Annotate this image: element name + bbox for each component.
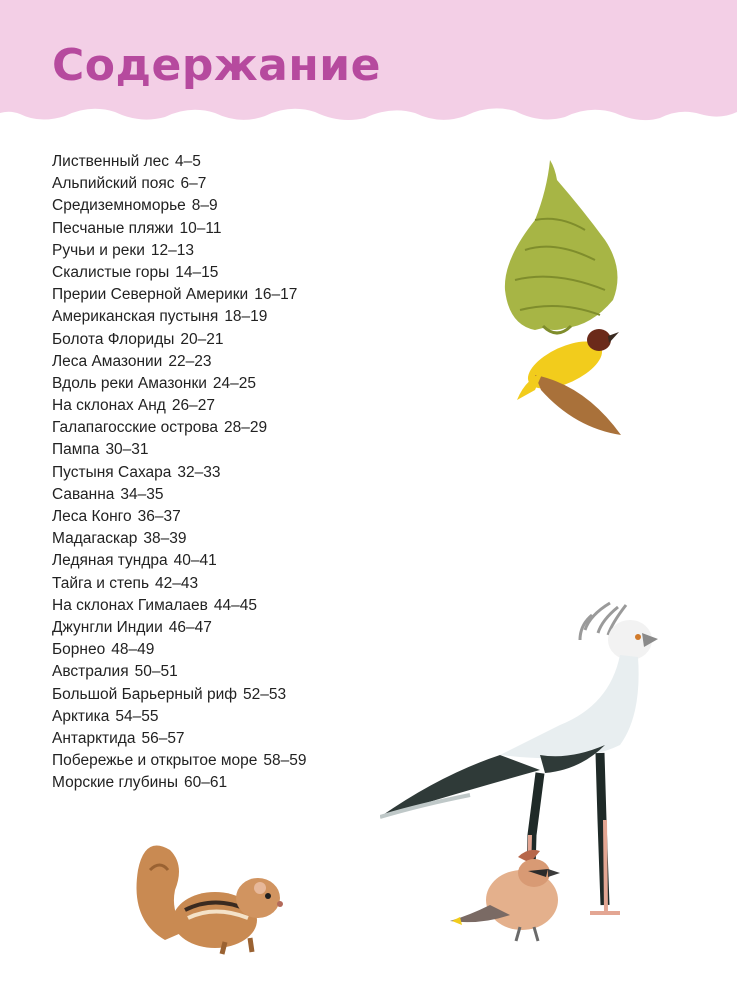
toc-entry-name: Галапагосские острова (52, 419, 219, 437)
toc-entry[interactable] (52, 306, 307, 328)
toc-entry-name: Леса Амазонии (52, 352, 163, 370)
toc-entry-pages: 28–29 (224, 419, 268, 437)
toc-entry[interactable] (52, 661, 307, 683)
toc-entry-pages: 6–7 (180, 175, 207, 193)
toc-entry-pages: 34–35 (120, 485, 164, 503)
toc-entry[interactable] (52, 395, 307, 417)
toc-entry-pages: 44–45 (213, 596, 257, 614)
toc-entry-name: Американская пустыня (52, 308, 219, 326)
toc-entry-pages: 18–19 (224, 308, 268, 326)
toc-entry-name: Альпийский пояс (52, 175, 175, 193)
toc-entry[interactable] (52, 240, 307, 262)
toc-entry[interactable] (52, 417, 307, 439)
toc-entry[interactable] (52, 595, 307, 617)
toc-entry-name: Саванна (52, 485, 115, 503)
toc-entry-pages: 26–27 (171, 397, 215, 415)
toc-entry-pages: 60–61 (183, 774, 228, 792)
toc-entry[interactable] (52, 262, 307, 284)
toc-entry-pages: 36–37 (137, 508, 181, 525)
toc-entry-name: Средиземноморье (52, 197, 186, 215)
toc-entry[interactable] (52, 439, 307, 461)
toc-entry[interactable] (52, 173, 307, 195)
toc-entry-pages: 42–43 (155, 574, 199, 592)
toc-entry-pages: 46–47 (168, 618, 212, 636)
toc-entry[interactable] (52, 684, 307, 706)
toc-entry-name: Пустыня Сахара (52, 463, 172, 481)
toc-entry-name: Болота Флориды (52, 330, 175, 348)
toc-entry[interactable] (52, 550, 307, 572)
toc-entry-name: Лиственный лес (52, 153, 169, 170)
toc-entry[interactable] (52, 284, 307, 306)
toc-entry-pages: 4–5 (175, 153, 201, 170)
toc-entry-pages: 48–49 (111, 641, 155, 659)
toc-entry-name: Прерии Северной Америки (52, 286, 249, 304)
toc-entry-name: Джунгли Индии (52, 618, 163, 636)
toc-entry-name: Австралия (52, 663, 129, 681)
toc-entry[interactable] (52, 750, 307, 772)
toc-entry[interactable] (52, 706, 307, 728)
toc-entry-name: Побережье и открытое море (52, 752, 258, 770)
toc-entry-pages: 10–11 (179, 219, 222, 237)
toc-entry[interactable] (52, 351, 307, 373)
toc-entry-pages: 56–57 (141, 729, 185, 747)
toc-entry[interactable] (52, 528, 307, 550)
toc-entry-pages: 50–51 (134, 663, 178, 681)
toc-entry[interactable] (52, 573, 307, 595)
toc-entry-name: Вдоль реки Амазонки (52, 374, 207, 392)
toc-entry[interactable] (52, 484, 307, 506)
toc-entry-pages: 38–39 (143, 530, 187, 548)
toc-entry-name: Тайга и степь (52, 574, 150, 592)
toc-entry-name: Песчаные пляжи (52, 219, 174, 237)
weaver-bird-with-nest-icon (495, 150, 635, 440)
toc-entry-name: На склонах Гималаев (52, 596, 208, 614)
toc-entry-name: Ручьи и реки (52, 241, 145, 259)
toc-entry-name: Арктика (52, 707, 110, 725)
toc-entry-name: Антарктида (52, 729, 136, 747)
toc-entry[interactable] (52, 772, 307, 794)
toc-entry-name: Морские глубины (52, 774, 178, 792)
toc-entry[interactable] (52, 151, 307, 173)
toc-entry-name: На склонах Анд (52, 397, 166, 415)
waxwing-bird-icon (450, 845, 565, 945)
toc-entry-name: Пампа (52, 441, 100, 459)
toc-entry-pages: 54–55 (115, 707, 159, 725)
toc-entry[interactable] (52, 462, 307, 484)
toc-entry-pages: 12–13 (150, 241, 194, 259)
toc-entry-pages: 14–15 (175, 263, 219, 281)
toc-entry-pages: 52–53 (243, 685, 287, 703)
toc-entry-name: Скалистые горы (52, 263, 170, 281)
toc-entry-name: Мадагаскар (52, 530, 138, 548)
toc-entry-name: Ледяная тундра (52, 552, 168, 570)
toc-entry-pages: 30–31 (105, 441, 149, 459)
toc-entry-pages: 20–21 (180, 330, 224, 348)
toc-entry-pages: 24–25 (212, 374, 257, 392)
toc-entry-pages: 22–23 (168, 352, 212, 370)
toc-entry-name: Леса Конго (52, 508, 132, 525)
page-title: Содержание (52, 40, 381, 91)
toc-entry[interactable] (52, 195, 307, 217)
chipmunk-icon (130, 830, 290, 960)
toc-entry[interactable] (52, 373, 307, 395)
toc-entry-name: Борнео (52, 641, 106, 659)
toc-entry[interactable] (52, 728, 307, 750)
toc-entry[interactable] (52, 617, 307, 639)
toc-entry[interactable] (52, 329, 307, 351)
toc-entry[interactable] (52, 218, 307, 240)
toc-entry-pages: 58–59 (263, 752, 307, 770)
table-of-contents (52, 151, 307, 794)
toc-entry-pages: 32–33 (177, 463, 221, 481)
toc-entry-pages: 40–41 (173, 552, 217, 570)
toc-entry-name: Большой Барьерный риф (52, 685, 238, 703)
toc-entry[interactable] (52, 506, 307, 528)
toc-entry[interactable] (52, 639, 307, 661)
toc-entry-pages: 16–17 (254, 286, 298, 304)
header-band (0, 0, 737, 130)
toc-entry-pages: 8–9 (191, 197, 218, 215)
